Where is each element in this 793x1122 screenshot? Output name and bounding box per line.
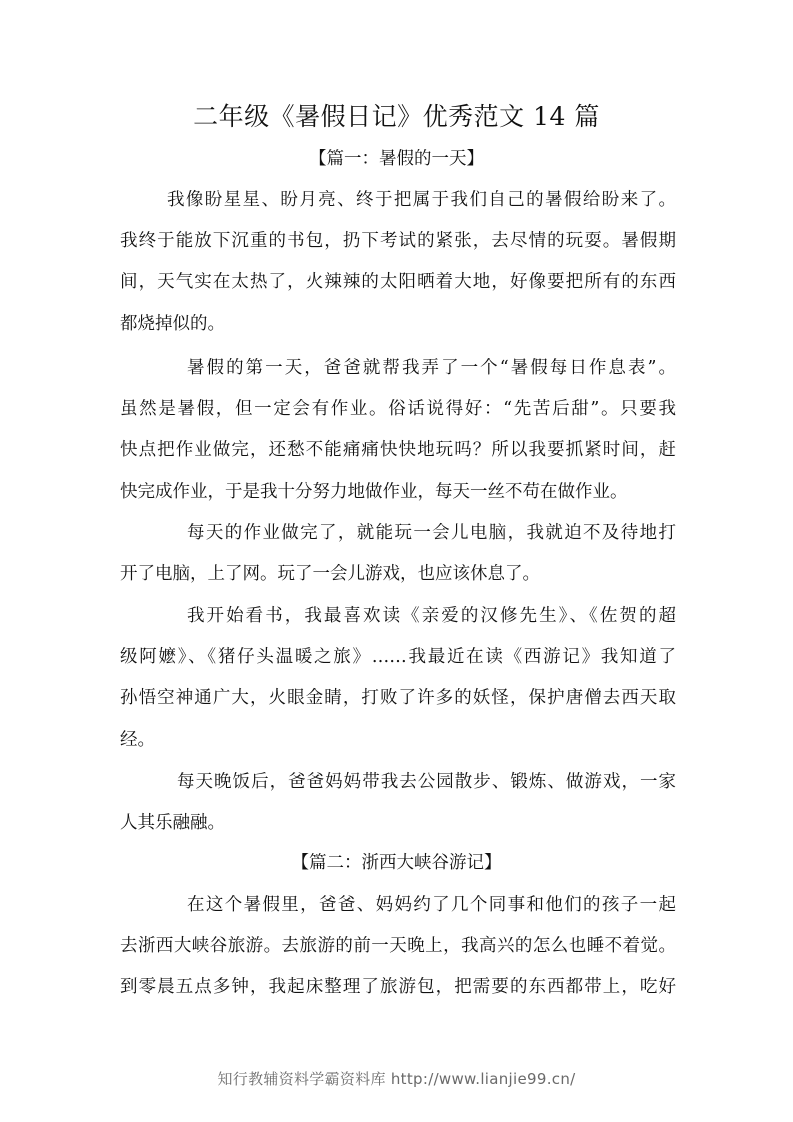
paragraph-line: 间，天气实在太热了，火辣辣的太阳晒着大地，好像要把所有的东西 — [120, 272, 676, 293]
paragraph-line: 经。 — [120, 729, 155, 750]
paragraph-line: 开了电脑，上了网。玩了一会儿游戏，也应该休息了。 — [120, 564, 540, 585]
paragraph-line: 我开始看书，我最喜欢读《亲爱的汉修先生》、《佐贺的超 — [187, 606, 676, 626]
paragraph-line: 虽然是暑假，但一定会有作业。俗话说得好：“先苦后甜”。只要我 — [120, 399, 676, 420]
paragraph-line: 人其乐融融。 — [120, 813, 225, 834]
section-heading-2: 【篇二：浙西大峡谷游记】 — [291, 853, 502, 873]
document-title: 二年级《暑假日记》优秀范文 14 篇 — [193, 102, 600, 131]
paragraph — [120, 762, 676, 844]
paragraph-line: 每天的作业做完了，就能玩一会儿电脑，我就迫不及待地打 — [187, 523, 676, 543]
paragraph — [120, 180, 676, 345]
page-footer: 知行教辅资料学霸资料库 http://www.lianjie99.cn/ — [217, 1070, 576, 1088]
section-heading-1: 【篇一：暑假的一天】 — [309, 149, 484, 169]
paragraph-line: 都烧掉似的。 — [120, 313, 225, 334]
paragraph-line: 我终于能放下沉重的书包，扔下考试的紧张，去尽情的玩耍。暑假期 — [120, 231, 676, 252]
paragraph-line: 去浙西大峡谷旅游。去旅游的前一天晚上，我高兴的怎么也睡不着觉。 — [120, 936, 676, 957]
paragraph-line: 快点把作业做完，还愁不能痛痛快快地玩吗？所以我要抓紧时间，赶 — [120, 440, 676, 461]
paragraph — [120, 885, 676, 1009]
paragraph — [120, 348, 676, 513]
paragraph-line: 孙悟空神通广大，火眼金睛，打败了许多的妖怪，保护唐僧去西天取 — [120, 688, 676, 709]
paragraph — [120, 513, 676, 595]
paragraph-line: 到零晨五点多钟，我起床整理了旅游包，把需要的东西都带上，吃好 — [120, 977, 676, 998]
paragraph-line: 级阿嬷》、《猪仔头温暖之旅》……我最近在读《西游记》我知道了 — [120, 647, 676, 668]
paragraph-line: 每天晚饭后，爸爸妈妈带我去公园散步、锻炼、做游戏，一家 — [177, 772, 676, 792]
paragraph-line: 暑假的第一天，爸爸就帮我弄了一个“暑假每日作息表”。 — [187, 358, 676, 378]
paragraph-line: 我像盼星星、盼月亮、终于把属于我们自己的暑假给盼来了。 — [167, 190, 676, 210]
paragraph-line: 在这个暑假里，爸爸、妈妈约了几个同事和他们的孩子一起 — [187, 895, 676, 915]
paragraph — [120, 596, 676, 761]
paragraph-line: 快完成作业，于是我十分努力地做作业，每天一丝不苟在做作业。 — [120, 481, 628, 502]
